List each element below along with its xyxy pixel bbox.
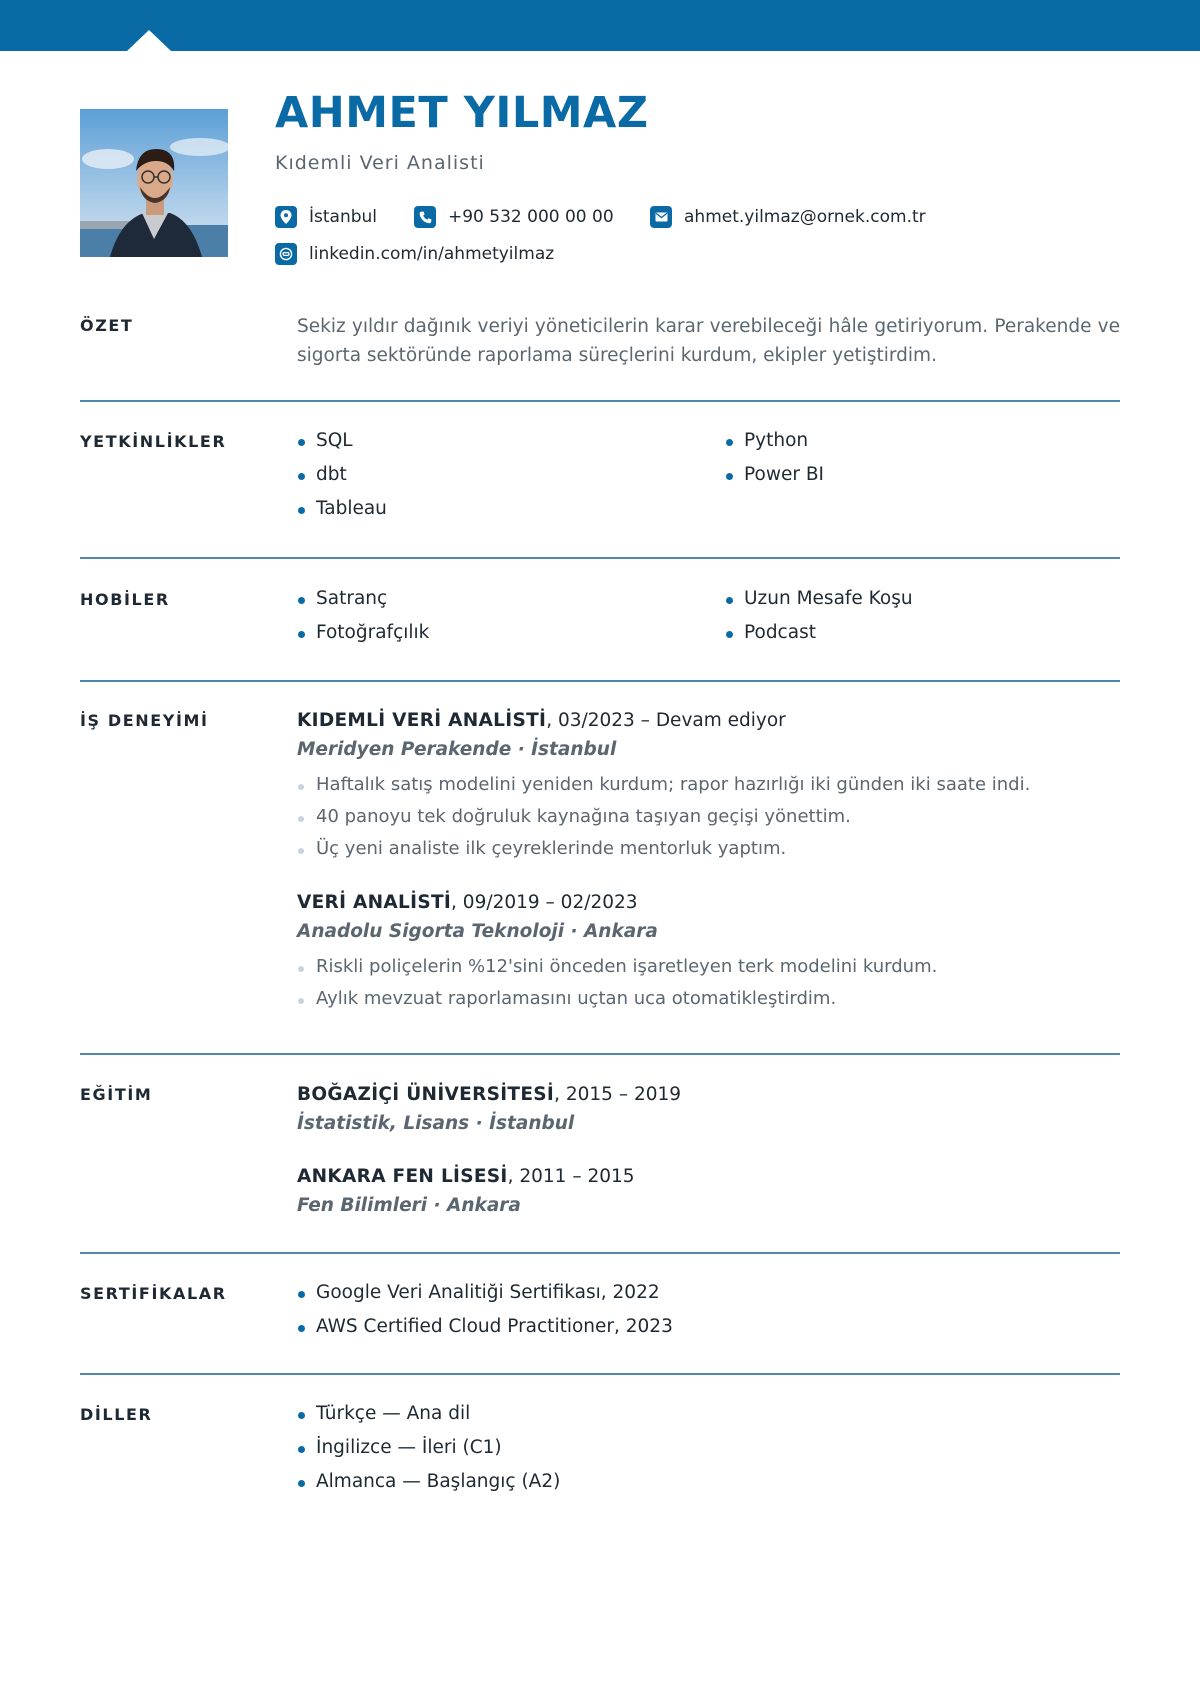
education-entry (297, 1163, 1120, 1221)
section-heading-languages: DİLLER (80, 1405, 153, 1424)
section-divider (80, 1252, 1120, 1254)
job-entry (297, 889, 1120, 1015)
section-heading-education: EĞİTİM (80, 1085, 153, 1104)
section-divider (80, 1373, 1120, 1375)
section-divider (80, 557, 1120, 559)
location-text: İstanbul (309, 207, 378, 227)
job-company: Meridyen Perakende · İstanbul (297, 739, 617, 760)
list-item: Tableau (297, 492, 725, 526)
job-role: VERİ ANALİSTİ (297, 892, 452, 913)
link-icon (275, 243, 297, 265)
job-achievements (297, 951, 1120, 1015)
job-dates: , 09/2019 – 02/2023 (451, 892, 638, 913)
summary-text: Sekiz yıldır dağınık veriyi yöneticilerin karar verebileceği hâle getiriyorum. Perakende ve sigorta sektöründe raporlama süreçlerini kurdum, ekipler yetiştirdim. (297, 316, 1120, 366)
section-heading-skills: YETKİNLİKLER (80, 432, 227, 451)
hobbies-list-left (297, 582, 725, 650)
email-link[interactable]: ahmet.yilmaz@ornek.com.tr (684, 207, 926, 227)
top-banner (0, 0, 1200, 51)
phone-text: +90 532 000 00 00 (448, 207, 614, 227)
education-entry (297, 1081, 1120, 1139)
job-entry (297, 707, 1120, 865)
banner-notch (127, 30, 171, 51)
list-item: Uzun Mesafe Koşu (725, 582, 1120, 616)
contact-location (275, 206, 377, 228)
school-dates: , 2011 – 2015 (507, 1166, 635, 1187)
skills-list-left (297, 424, 725, 526)
contact-phone (414, 206, 614, 228)
section-heading-experience: İŞ DENEYİMİ (80, 711, 209, 730)
list-item: SQL (297, 424, 725, 458)
list-item: 40 panoyu tek doğruluk kaynağına taşıyan geçişi yönettim. (297, 801, 1120, 833)
job-title: Kıdemli Veri Analisti (275, 152, 485, 174)
school-dates: , 2015 – 2019 (554, 1084, 682, 1105)
list-item: İngilizce — İleri (C1) (297, 1431, 1120, 1465)
list-item: Power BI (725, 458, 1120, 492)
job-role: KIDEMLİ VERİ ANALİSTİ (297, 710, 547, 731)
job-company: Anadolu Sigorta Teknoloji · Ankara (297, 921, 658, 942)
mail-icon (650, 206, 672, 228)
section-heading-certificates: SERTİFİKALAR (80, 1284, 227, 1303)
contact-email[interactable] (650, 206, 926, 228)
linkedin-link[interactable]: linkedin.com/in/ahmetyilmaz (309, 244, 555, 264)
phone-icon (414, 206, 436, 228)
list-item: Türkçe — Ana dil (297, 1397, 1120, 1431)
list-item: Haftalık satış modelini yeniden kurdum; rapor hazırlığı iki günden iki saate indi. (297, 769, 1120, 801)
list-item: dbt (297, 458, 725, 492)
section-divider (80, 1053, 1120, 1055)
candidate-name: AHMET YILMAZ (275, 88, 649, 138)
list-item: Üç yeni analiste ilk çeyreklerinde mentorluk yaptım. (297, 833, 1120, 865)
list-item: Python (725, 424, 1120, 458)
list-item: Satranç (297, 582, 725, 616)
list-item: Google Veri Analitiği Sertifikası, 2022 (297, 1276, 1120, 1310)
job-achievements (297, 769, 1120, 865)
section-heading-hobbies: HOBİLER (80, 590, 170, 609)
job-dates: , 03/2023 – Devam ediyor (546, 710, 786, 731)
school-name: ANKARA FEN LİSESİ (297, 1166, 508, 1187)
school-detail: Fen Bilimleri · Ankara (297, 1195, 521, 1216)
hobbies-list-right (725, 582, 1120, 650)
map-pin-icon (275, 206, 297, 228)
list-item: Riskli poliçelerin %12'sini önceden işaretleyen terk modelini kurdum. (297, 951, 1120, 983)
certificates-list (297, 1276, 1120, 1344)
section-heading-summary: ÖZET (80, 316, 134, 335)
list-item: Aylık mevzuat raporlamasını uçtan uca otomatikleştirdim. (297, 983, 1120, 1015)
list-item: Almanca — Başlangıç (A2) (297, 1465, 1120, 1499)
list-item: Podcast (725, 616, 1120, 650)
languages-list (297, 1397, 1120, 1499)
school-detail: İstatistik, Lisans · İstanbul (297, 1113, 575, 1134)
contact-linkedin[interactable] (275, 243, 554, 265)
school-name: BOĞAZİÇİ ÜNİVERSİTESİ (297, 1084, 555, 1105)
skills-list-right (725, 424, 1120, 526)
list-item: Fotoğrafçılık (297, 616, 725, 650)
section-divider (80, 400, 1120, 402)
profile-photo (80, 109, 228, 257)
section-divider (80, 680, 1120, 682)
list-item: AWS Certified Cloud Practitioner, 2023 (297, 1310, 1120, 1344)
